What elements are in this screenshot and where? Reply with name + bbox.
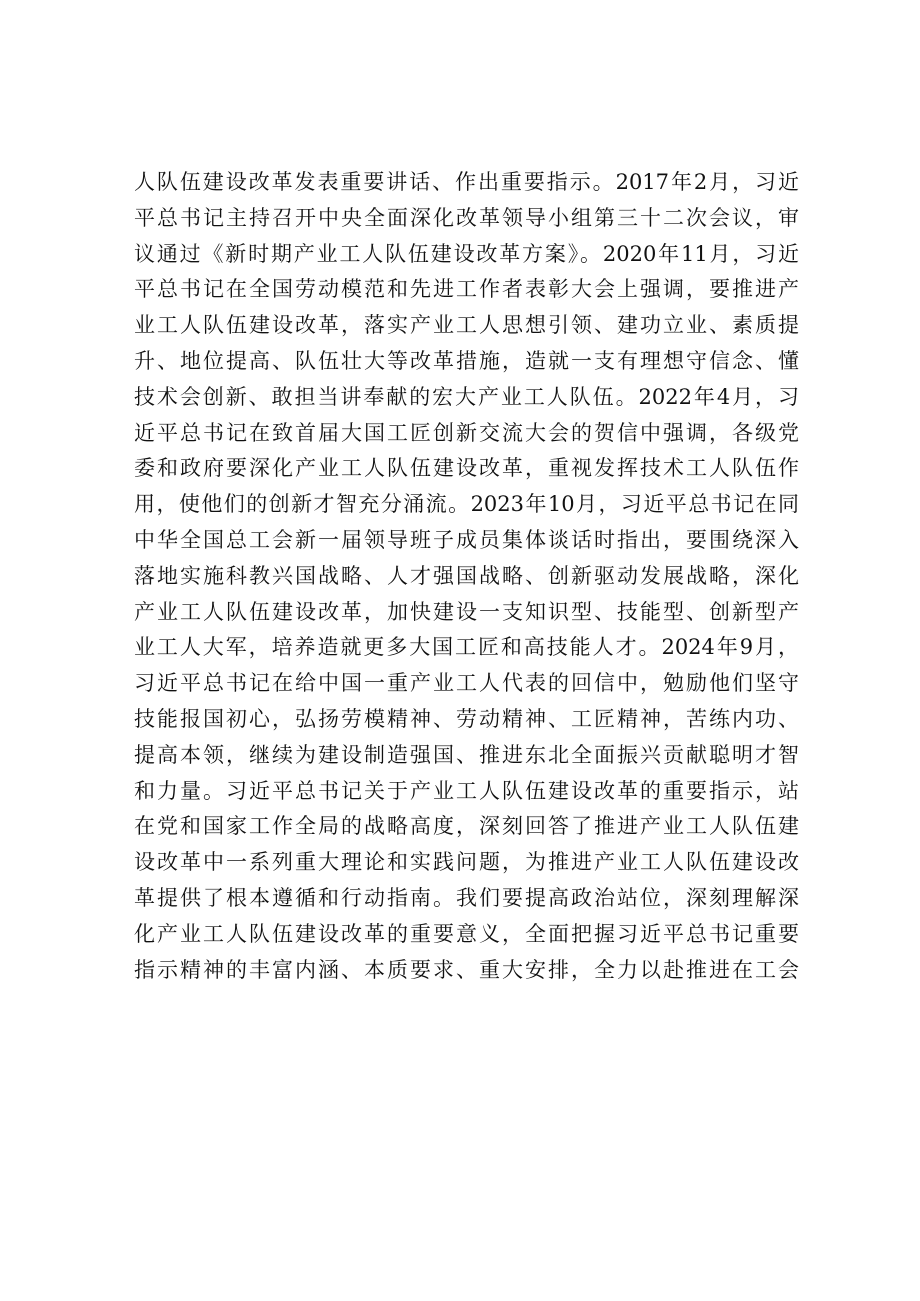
text-line: 革提供了根本遵循和行动指南。我们要提高政治站位，深刻理解深 [134, 885, 799, 910]
text-line: 业工人队伍建设改革，落实产业工人思想引领、建功立业、素质提 [134, 313, 799, 338]
text-line: 业工人大军，培养造就更多大国工匠和高技能人才。2024年9月， [134, 635, 799, 660]
text-line: 中华全国总工会新一届领导班子成员集体谈话时指出，要围绕深入 [134, 527, 799, 552]
text-line: 用，使他们的创新才智充分涌流。2023年10月，习近平总书记在同 [134, 492, 799, 517]
text-line: 升、地位提高、队伍壮大等改革措施，造就一支有理想守信念、懂 [134, 348, 799, 373]
text-line: 提高本领，继续为建设制造强国、推进东北全面振兴贡献聪明才智 [134, 742, 799, 767]
text-line: 化产业工人队伍建设改革的重要意义，全面把握习近平总书记重要 [134, 921, 799, 946]
text-line: 技术会创新、敢担当讲奉献的宏大产业工人队伍。2022年4月，习 [134, 384, 799, 409]
text-line: 指示精神的丰富内涵、本质要求、重大安排，全力以赴推进在工会 [134, 957, 799, 982]
text-line: 人队伍建设改革发表重要讲话、作出重要指示。2017年2月，习近 [134, 170, 799, 194]
text-line: 平总书记在全国劳动模范和先进工作者表彰大会上强调，要推进产 [134, 277, 799, 302]
text-line: 在党和国家工作全局的战略高度，深刻回答了推进产业工人队伍建 [134, 814, 799, 839]
text-line: 议通过《新时期产业工人队伍建设改革方案》。2020年11月，习近 [134, 241, 799, 266]
text-line: 落地实施科教兴国战略、人才强国战略、创新驱动发展战略，深化 [134, 563, 799, 588]
text-line: 和力量。习近平总书记关于产业工人队伍建设改革的重要指示，站 [134, 778, 799, 803]
text-line: 设改革中一系列重大理论和实践问题，为推进产业工人队伍建设改 [134, 850, 799, 875]
text-line: 产业工人队伍建设改革，加快建设一支知识型、技能型、创新型产 [134, 599, 799, 624]
body-paragraph [134, 165, 799, 988]
text-line: 技能报国初心，弘扬劳模精神、劳动精神、工匠精神，苦练内功、 [134, 706, 799, 731]
text-line: 平总书记主持召开中央全面深化改革领导小组第三十二次会议，审 [134, 205, 799, 230]
text-line: 近平总书记在致首届大国工匠创新交流大会的贺信中强调，各级党 [134, 420, 799, 445]
text-line: 委和政府要深化产业工人队伍建设改革，重视发挥技术工人队伍作 [134, 456, 799, 481]
text-line: 习近平总书记在给中国一重产业工人代表的回信中，勉励他们坚守 [134, 671, 799, 696]
